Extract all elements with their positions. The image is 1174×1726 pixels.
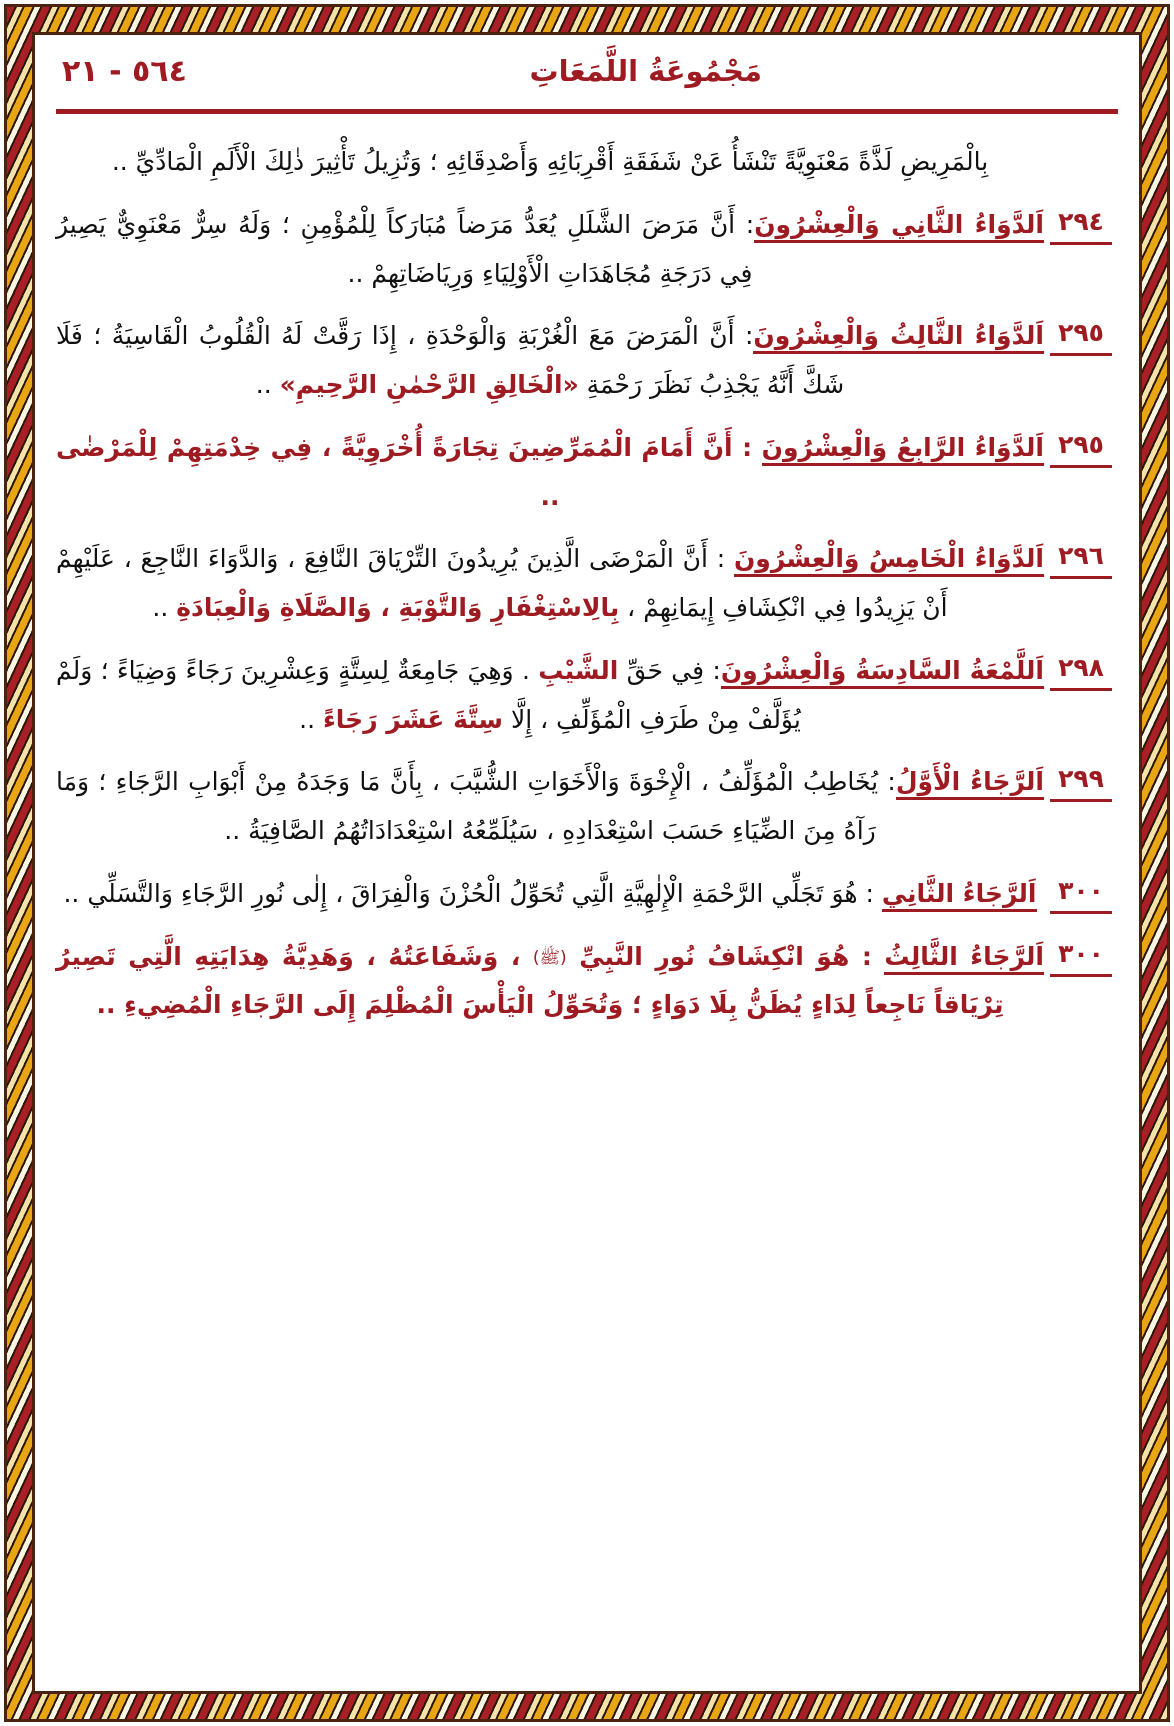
emphasis-text: الشَّيْبِ [538, 655, 619, 685]
book-title: مَجْمُوعَةُ اللَّمَعَاتِ [529, 54, 762, 88]
paragraph-page-number: ٢٩٤ [1044, 201, 1118, 236]
paragraph-block [56, 138, 1118, 187]
paragraph-text [56, 201, 1044, 299]
body-segment: .. [152, 593, 177, 622]
emphasis-text: بِالِاسْتِغْفَارِ وَالتَّوْبَةِ ، وَالصَّلَاةِ وَالْعِبَادَةِ [176, 593, 620, 622]
paragraph-text [56, 758, 1044, 856]
paragraph-text [56, 138, 1044, 187]
paragraph-block [56, 201, 1118, 299]
paragraph-heading: اَلدَّوَاءُ الثَّالِثُ وَالْعِشْرُونَ [753, 321, 1044, 354]
paragraph-block [56, 933, 1118, 1031]
paragraph-text [56, 933, 1044, 1031]
emphasis-text: سِتَّةَ عَشَرَ رَجَاءً [323, 704, 504, 734]
emphasis-text: «الْخَالِقِ الرَّحْمٰنِ الرَّحِيمِ» [279, 370, 579, 399]
paragraph-page-number: ٣٠٠ [1044, 933, 1118, 968]
body-segment: . وَهِيَ جَامِعَةٌ لِسِتَّةٍ وَعِشْرِينَ رَجَاءً وَضِيَاءً ؛ وَلَمْ يُؤَلَّفْ مِنْ طَرَفِ الْمُؤَلِّفِ ، إِلَّا [56, 655, 801, 734]
body-segment: .. [255, 370, 280, 399]
paragraph-page-number: ٣٠٠ [1044, 870, 1118, 905]
paragraph-page-number: ٢٩٥ [1044, 312, 1118, 347]
emphasis-text: ، وَشَفَاعَتُهُ ، وَهَدِيَّةُ هِدَايَتِهِ الَّتِي تَصِيرُ تِرْيَاقاً نَاجِعاً لِدَاءٍ يُظَنُّ بِلَا دَوَاءٍ ؛ وَتُحَوِّلُ الْيَأْسَ الْمُظْلِمَ إِلَى الرَّجَاءِ الْمُضِيءِ .. [56, 941, 1004, 1020]
paragraph-heading: اَلرَّجَاءُ الْأَوَّلُ [896, 767, 1044, 800]
paragraph-heading: اَلدَّوَاءُ الْخَامِسُ وَالْعِشْرُونَ [734, 544, 1044, 577]
body-text [56, 138, 1118, 1030]
paragraph-heading: اَلرَّجَاءُ الثَّالِثُ [884, 942, 1044, 975]
paragraph-page-number [1044, 138, 1118, 144]
paragraph-block [56, 870, 1118, 919]
body-segment: : فِي حَقِّ [618, 655, 721, 685]
body-segment: : أَنَّ الْمَرَضَ مَعَ الْغُرْبَةِ وَالْوَحْدَةِ ، إِذَا رَقَّتْ لَهُ الْقُلُوبُ الْقَاسِيَةُ ؛ فَلَا شَكَّ أَنَّهُ يَجْذِبُ نَظَرَ رَحْمَةِ [56, 321, 845, 399]
body-segment: : أَنَّ الْمَرْضَى الَّذِينَ يُرِيدُونَ التِّرْيَاقَ النَّافِعَ ، وَالدَّوَاءَ النَّاجِعَ ، عَلَيْهِمْ أَنْ يَزِيدُوا فِي انْكِشَافِ إِيمَانِهِمْ ، [56, 544, 948, 622]
body-segment: بِالْمَرِيضِ لَذَّةً مَعْنَوِيَّةً تَنْشَأُ عَنْ شَفَقَةِ أَقْرِبَائِهِ وَأَصْدِقَائِهِ ؛ وَتُزِيلُ تَأْثِيرَ ذٰلِكَ الْأَلَمِ الْمَادِّيِّ .. [111, 147, 989, 176]
body-segment: : أَنَّ مَرَضَ الشَّلَلِ يُعَدُّ مَرَضاً مُبَارَكاً لِلْمُؤْمِنِ ؛ وَلَهُ سِرٌّ مَعْنَوِيٌّ يَصِيرُ فِي دَرَجَةِ مُجَاهَدَاتِ الْأَوْلِيَاءِ وَرِيَاضَاتِهِمْ .. [56, 209, 755, 288]
body-segment: : يُخَاطِبُ الْمُؤَلِّفُ ، الْإِخْوَةَ وَالْأَخَوَاتِ الشُّيَّبَ ، بِأَنَّ مَا وَجَدَهُ مِنْ أَبْوَابِ الرَّجَاءِ ؛ وَمَا رَآهُ مِنَ الضِّيَاءِ حَسَبَ اسْتِعْدَادِهِ ، سَيُلَمِّعُهُ اسْتِعْدَادَاتُهُمُ الصَّافِيَةُ .. [56, 767, 896, 845]
header-divider [56, 109, 1118, 116]
paragraph-text [56, 312, 1044, 410]
paragraph-heading: اَلدَّوَاءُ الرَّابِعُ وَالْعِشْرُونَ [762, 433, 1044, 466]
paragraph-heading: اَلدَّوَاءُ الثَّانِي وَالْعِشْرُونَ [754, 210, 1044, 243]
emphasis-text: : هُوَ انْكِشَافُ نُورِ النَّبِيِّ [566, 941, 885, 971]
body-segment: .. [299, 704, 324, 734]
paragraph-page-number: ٢٩٩ [1044, 758, 1118, 793]
page-content [56, 52, 1118, 1678]
paragraph-block [56, 535, 1118, 633]
paragraph-heading: اَللَّمْعَةُ السَّادِسَةُ وَالْعِشْرُونَ [721, 656, 1044, 689]
paragraph-text [56, 870, 1044, 919]
paragraph-block [56, 312, 1118, 410]
paragraph-page-number: ٢٩٥ [1044, 424, 1118, 459]
page-header [56, 52, 1118, 108]
paragraph-heading: اَلرَّجَاءُ الثَّانِي [882, 879, 1037, 912]
paragraph-block [56, 647, 1118, 745]
folio-number: ٥٦٤ - ٢١ [62, 54, 187, 89]
emphasis-text: : أَنَّ أَمَامَ الْمُمَرِّضِينَ تِجَارَةً أُخْرَوِيَّةً ، فِي خِدْمَتِهِمْ لِلْمَرْضٰى .. [56, 432, 762, 511]
body-segment: : هُوَ تَجَلِّي الرَّحْمَةِ الْإِلٰهِيَّةِ الَّتِي تُحَوِّلُ الْحُزْنَ وَالْفِرَاقَ ، إِلٰى نُورِ الرَّجَاءِ وَالتَّسَلِّي .. [63, 878, 882, 908]
paragraph-text [56, 535, 1044, 633]
paragraph-block [56, 424, 1118, 522]
paragraph-text [56, 424, 1044, 522]
paragraph-block [56, 758, 1118, 856]
honorific-glyph: (ﷺ) [532, 947, 567, 968]
paragraph-text [56, 647, 1044, 745]
paragraph-page-number: ٢٩٦ [1044, 535, 1118, 570]
paragraph-page-number: ٢٩٨ [1044, 647, 1118, 682]
